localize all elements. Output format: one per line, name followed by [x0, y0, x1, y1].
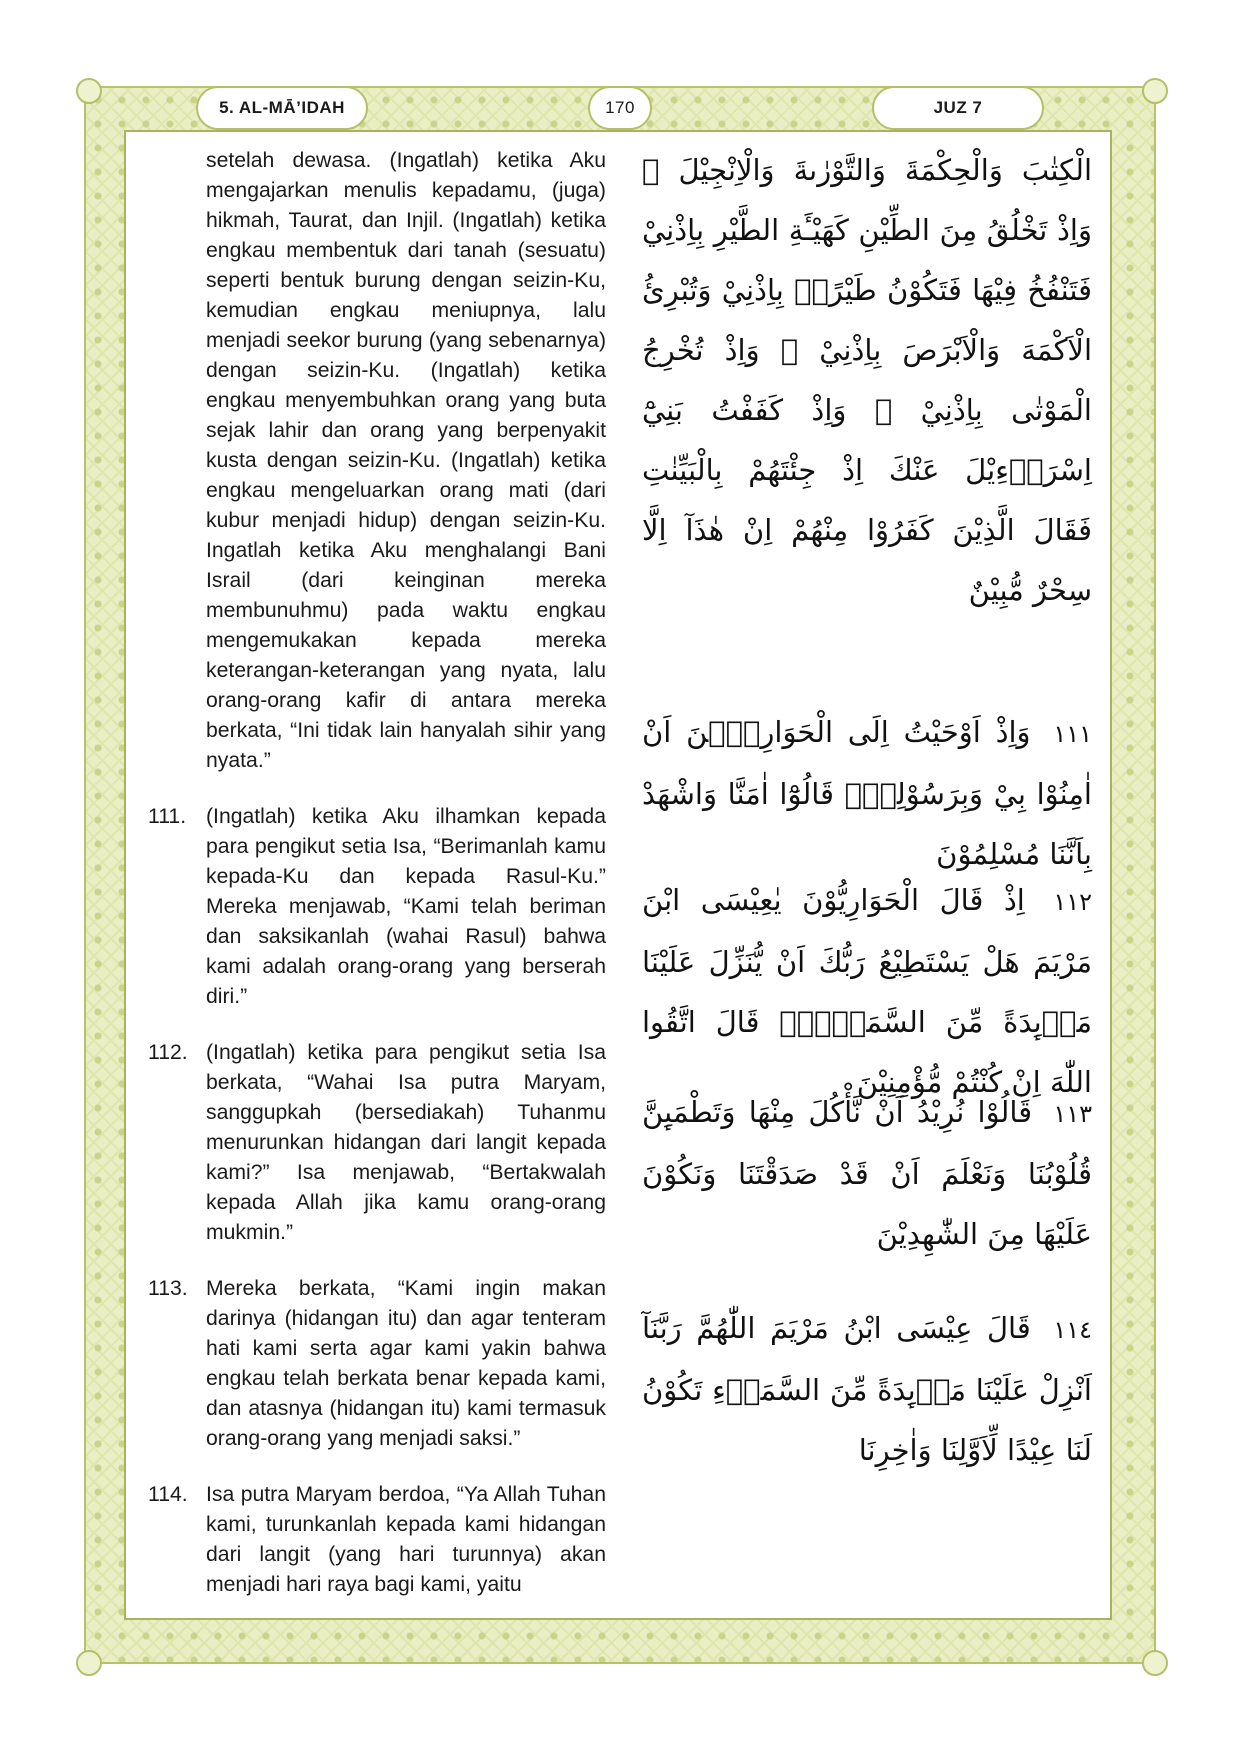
surah-name-label: 5. AL-MĀ’IDAH — [196, 86, 368, 130]
corner-ornament-icon — [1142, 1650, 1168, 1676]
juz-label: JUZ 7 — [872, 86, 1044, 130]
arabic-verse-number: ١١١ — [1053, 720, 1092, 748]
corner-ornament-icon — [76, 78, 102, 104]
corner-ornament-icon — [76, 1650, 102, 1676]
verse-number: 114. — [148, 1483, 188, 1506]
verse-111-translation — [148, 802, 606, 1012]
arabic-verse-text: اِذْ قَالَ الْحَوَارِيُّوْنَ يٰعِيْسَى ابْنَ مَرْيَمَ هَلْ يَسْتَطِيْعُ رَبُّكَ اَنْ يُّنَزِّلَ عَلَيْنَا مَاۤىِٕدَةً مِّنَ السَّمَاۤءِۗ قَالَ اتَّقُوا اللّٰهَ اِنْ كُنْتُمْ مُّؤْمِنِيْنَ — [642, 883, 1092, 1099]
verse-number: 112. — [148, 1041, 188, 1064]
corner-ornament-icon — [1142, 78, 1168, 104]
verse-text: Isa putra Maryam berdoa, “Ya Allah Tuhan kami, turunkanlah kepada kami hidangan dari langit (yang hari turunnya) akan menjadi hari raya bagi kami, yaitu — [206, 1483, 606, 1596]
page-number: 170 — [588, 86, 652, 130]
verse-114-arabic — [642, 1298, 1092, 1480]
arabic-verse-number: ١١٣ — [1053, 1100, 1092, 1128]
translation-column — [148, 146, 606, 1600]
verse-text: (Ingatlah) ketika Aku ilhamkan kepada para pengikut setia Isa, “Berimanlah kamu kepada-Ku dan kepada Rasul-Ku.” Mereka menjawab, “Kami telah beriman dan saksikanlah (wahai Rasul) bahwa kami adalah orang-orang yang berserah diri.” — [206, 805, 606, 1008]
verse-113-arabic — [642, 1082, 1092, 1264]
verse-112-translation — [148, 1038, 606, 1248]
verse-110-arabic-continued: الْكِتٰبَ وَالْحِكْمَةَ وَالتَّوْرٰىةَ وَالْاِنْجِيْلَ ۚ وَاِذْ تَخْلُقُ مِنَ الطِّيْنِ كَهَيْـَٔةِ الطَّيْرِ بِاِذْنِيْ فَتَنْفُخُ فِيْهَا فَتَكُوْنُ طَيْرًاۢ بِاِذْنِيْ وَتُبْرِئُ الْاَكْمَهَ وَالْاَبْرَصَ بِاِذْنِيْ ۚ وَاِذْ تُخْرِجُ الْمَوْتٰى بِاِذْنِيْ ۚ وَاِذْ كَفَفْتُ بَنِيْٓ اِسْرَاۤءِيْلَ عَنْكَ اِذْ جِئْتَهُمْ بِالْبَيِّنٰتِ فَقَالَ الَّذِيْنَ كَفَرُوْا مِنْهُمْ اِنْ هٰذَآ اِلَّا سِحْرٌ مُّبِيْنٌ — [642, 153, 1092, 607]
arabic-verse-number: ١١٢ — [1053, 888, 1093, 916]
verse-111-arabic — [642, 702, 1092, 884]
verse-112-arabic — [642, 870, 1092, 1112]
verse-text: Mereka berkata, “Kami ingin makan darinya (hidangan itu) dan agar tenteram hati kami serta agar kami yakin bahwa engkau telah berkata benar kepada kami, dan atasnya (hidangan itu) kami termasuk orang-orang yang menjadi saksi.” — [206, 1277, 606, 1450]
arabic-verse-text: وَاِذْ اَوْحَيْتُ اِلَى الْحَوَارِيّٖنَ اَنْ اٰمِنُوْا بِيْ وَبِرَسُوْلِيْۚ قَالُوْٓا اٰمَنَّا وَاشْهَدْ بِاَنَّنَا مُسْلِمُوْنَ — [642, 715, 1092, 871]
verse-number: 113. — [148, 1277, 188, 1300]
arabic-verse-text: قَالَ عِيْسَى ابْنُ مَرْيَمَ اللّٰهُمَّ رَبَّنَآ اَنْزِلْ عَلَيْنَا مَاۤىِٕدَةً مِّنَ السَّمَاۤءِ تَكُوْنُ لَنَا عِيْدًا لِّاَوَّلِنَا وَاٰخِرِنَا — [642, 1311, 1092, 1467]
arabic-verse-text: قَالُوْا نُرِيْدُ اَنْ نَّأْكُلَ مِنْهَا وَتَطْمَىِٕنَّ قُلُوْبُنَا وَنَعْلَمَ اَنْ قَدْ صَدَقْتَنَا وَنَكُوْنَ عَلَيْهَا مِنَ الشّٰهِدِيْنَ — [642, 1095, 1092, 1251]
verse-text: (Ingatlah) ketika para pengikut setia Isa berkata, “Wahai Isa putra Maryam, sanggupkah (bersediakah) Tuhanmu menurunkan hidangan dari langit kepada kami?” Isa menjawab, “Bertakwalah kepada Allah jika kamu orang-orang mukmin.” — [206, 1041, 606, 1244]
verse-113-translation — [148, 1274, 606, 1454]
verse-number: 111. — [148, 805, 187, 828]
verse-114-translation — [148, 1480, 606, 1600]
arabic-verse-number: ١١٤ — [1053, 1316, 1092, 1344]
verse-110-translation-continued: setelah dewasa. (Ingatlah) ketika Aku mengajarkan menulis kepadamu, (juga) hikmah, Taurat, dan Injil. (Ingatlah) ketika engkau membentuk dari tanah (sesuatu) seperti bentuk burung dengan seizin-Ku, kemudian engkau meniupnya, lalu menjadi seekor burung (yang sebenarnya) dengan seizin-Ku. (Ingatlah) ketika engkau menyembuhkan orang yang buta sejak lahir dan orang yang berpenyakit kusta dengan seizin-Ku. (Ingatlah) ketika engkau mengeluarkan orang mati (dari kubur menjadi hidup) dengan seizin-Ku. Ingatlah ketika Aku menghalangi Bani Israil (dari keinginan mereka membunuhmu) pada waktu engkau mengemukakan kepada mereka keterangan-keterangan yang nyata, lalu orang-orang kafir di antara mereka berkata, “Ini tidak lain hanyalah sihir yang nyata.” — [206, 149, 606, 772]
